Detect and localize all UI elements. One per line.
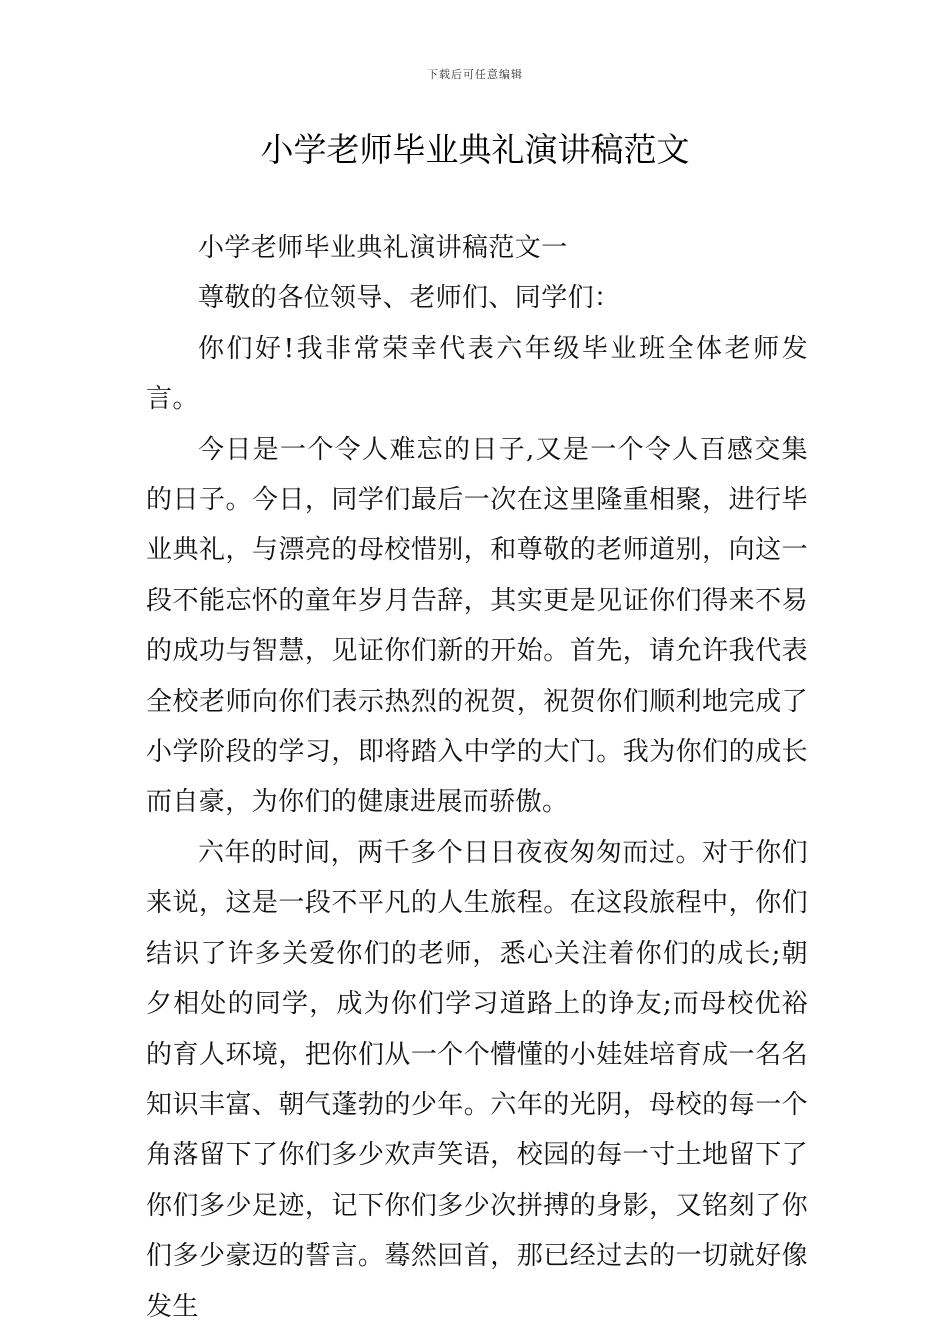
- paragraph-body: 今日是一个令人难忘的日子,又是一个令人百感交集的日子。今日，同学们最后一次在这里隆重相聚，进行毕业典礼，与漂亮的母校惜别，和尊敬的老师道别，向这一段不能忘怀的童年岁月告辞，其实更是见证你们得来不易的成功与智慧，见证你们新的开始。首先，请允许我代表全校老师向你们表示热烈的祝贺，祝贺你们顺利地完成了小学阶段的学习，即将踏入中学的大门。我为你们的成长而自豪，为你们的健康进展而骄傲。: [146, 434, 808, 818]
- paragraph-greeting: 你们好!我非常荣幸代表六年级毕业班全体老师发言。: [146, 333, 808, 415]
- paragraph-salutation: 尊敬的各位领导、老师们、同学们：: [198, 283, 621, 314]
- document-body: [146, 223, 808, 1332]
- header-note: 下载后可任意编辑: [427, 68, 523, 81]
- document-title: 小学老师毕业典礼演讲稿范文: [260, 130, 690, 169]
- paragraph-subtitle: 小学老师毕业典礼演讲稿范文一: [198, 233, 568, 263]
- paragraph-body: 六年的时间，两千多个日日夜夜匆匆而过。对于你们来说，这是一段不平凡的人生旅程。在这段旅程中，你们结识了许多关爱你们的老师，悉心关注着你们的成长;朝夕相处的同学，成为你们学习道路上的诤友;而母校优裕的育人环境，把你们从一个个懵懂的小娃娃培育成一名名知识丰富、朝气蓬勃的少年。六年的光阴，母校的每一个角落留下了你们多少欢声笑语，校园的每一寸土地留下了你们多少足迹，记下你们多少次拼搏的身影，又铭刻了你们多少豪迈的誓言。蓦然回首，那已经过去的一切就好像发生: [146, 837, 808, 1322]
